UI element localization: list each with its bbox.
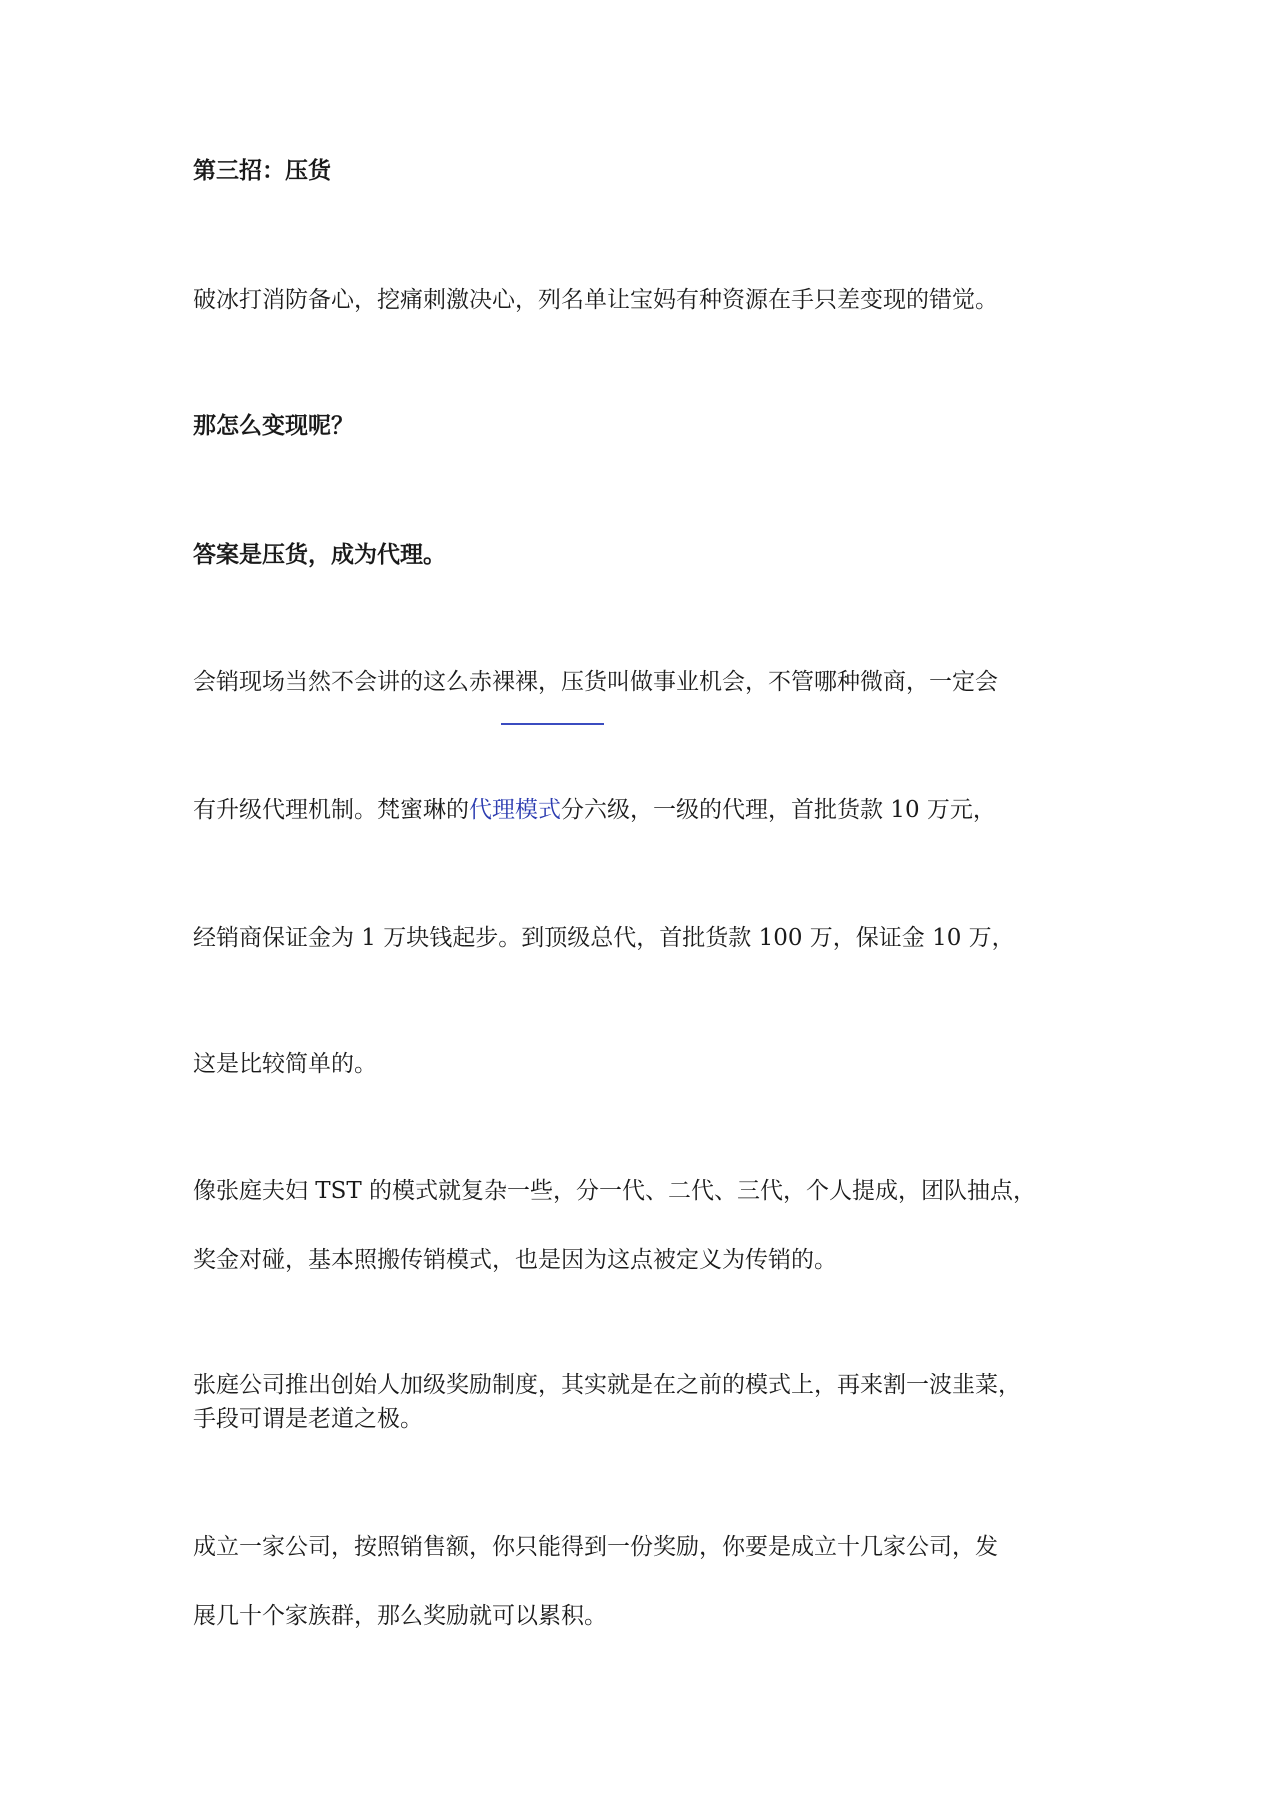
paragraph-line: 展几十个家族群，那么奖励就可以累积。 <box>193 1603 607 1629</box>
paragraph-line: 会销现场当然不会讲的这么赤裸裸，压货叫做事业机会，不管哪种微商，一定会 <box>193 669 998 695</box>
paragraph-line: 成立一家公司，按照销售额，你只能得到一份奖励，你要是成立十几家公司，发 <box>193 1534 998 1560</box>
paragraph-line: 像张庭夫妇 TST 的模式就复杂一些，分一代、二代、三代，个人提成，团队抽点， <box>193 1178 1037 1204</box>
paragraph-line <box>193 795 996 825</box>
paragraph-line: 张庭公司推出创始人加级奖励制度，其实就是在之前的模式上，再来割一波韭菜， <box>193 1372 1021 1398</box>
paragraph-line: 经销商保证金为 1 万块钱起步。到顶级总代，首批货款 100 万，保证金 10 万， <box>193 925 1015 951</box>
paragraph-line: 手段可谓是老道之极。 <box>193 1406 423 1432</box>
agent-mode-link[interactable]: 代理模式 <box>469 797 561 823</box>
text-span: 分六级，一级的代理，首批货款 10 万元， <box>561 797 996 823</box>
answer-line: 答案是压货，成为代理。 <box>193 542 446 568</box>
question-line: 那怎么变现呢？ <box>193 413 354 439</box>
link-underline <box>501 723 604 725</box>
paragraph-intro: 破冰打消防备心，挖痛刺激决心，列名单让宝妈有种资源在手只差变现的错觉。 <box>193 287 998 313</box>
paragraph-line: 这是比较简单的。 <box>193 1051 377 1077</box>
text-span: 有升级代理机制。梵蜜琳的 <box>193 797 469 823</box>
paragraph-line: 奖金对碰，基本照搬传销模式，也是因为这点被定义为传销的。 <box>193 1247 837 1273</box>
section-heading: 第三招：压货 <box>193 158 331 184</box>
